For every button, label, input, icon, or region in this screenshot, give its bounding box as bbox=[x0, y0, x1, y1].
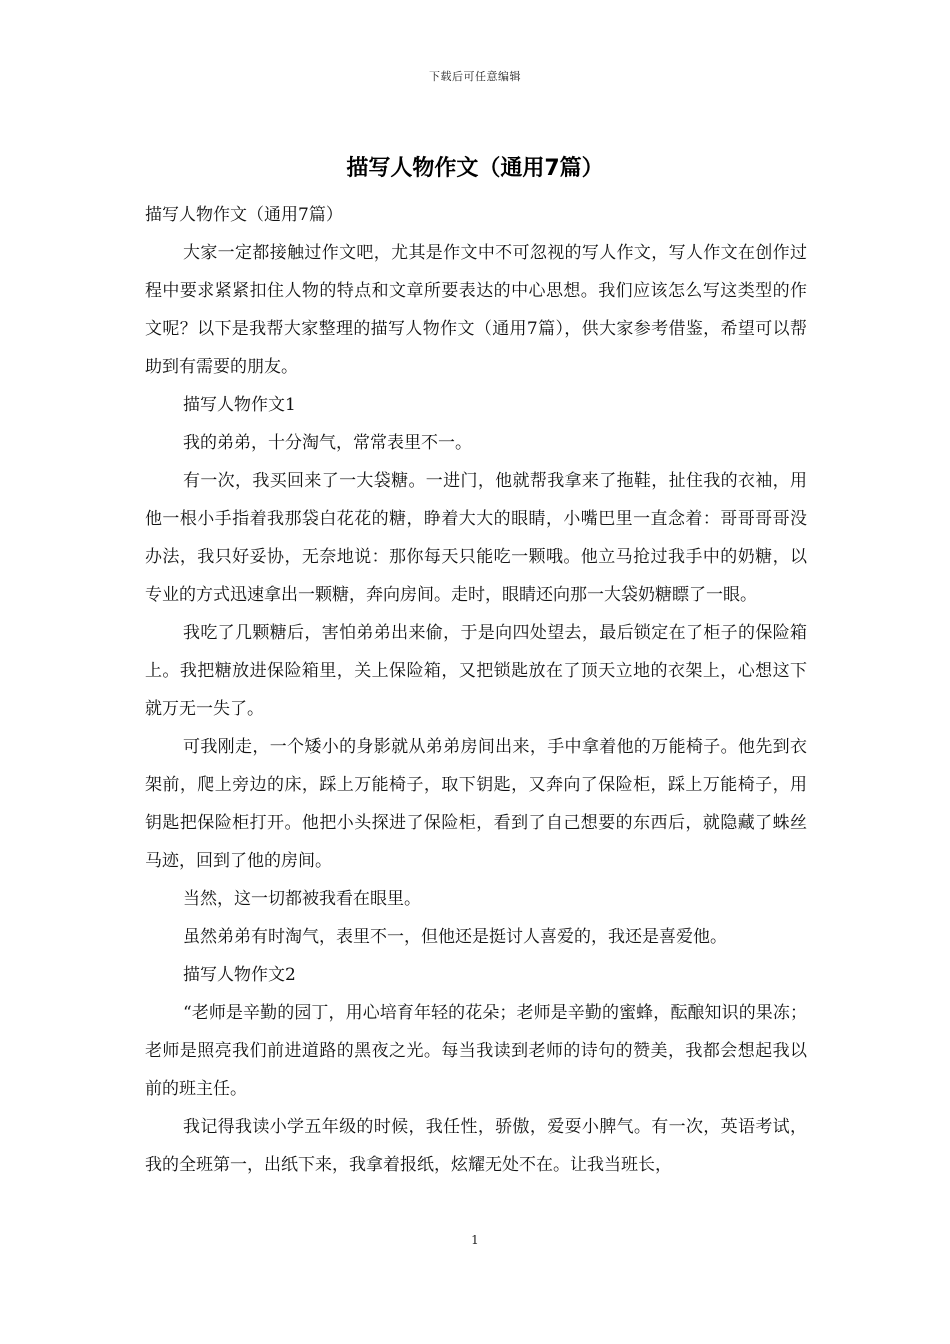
paragraph: 大家一定都接触过作文吧，尤其是作文中不可忽视的写人作文，写人作文在创作过程中要求紧紧扣住人物的特点和文章所要表达的中心思想。我们应该怎么写这类型的作文呢？以下是我帮大家整理的描写人物作文（通用7篇），供大家参考借鉴，希望可以帮助到有需要的朋友。 bbox=[145, 243, 807, 377]
paragraph: 当然，这一切都被我看在眼里。 bbox=[183, 889, 421, 909]
paragraph: 虽然弟弟有时淘气，表里不一，但他还是挺讨人喜爱的，我还是喜爱他。 bbox=[183, 927, 727, 947]
paragraph: 描写人物作文2 bbox=[183, 965, 296, 985]
paragraph: 描写人物作文1 bbox=[183, 395, 296, 415]
document-title: 描写人物作文（通用7篇） bbox=[346, 156, 604, 181]
paragraph: 我的弟弟，十分淘气，常常表里不一。 bbox=[183, 433, 472, 453]
document-body bbox=[145, 196, 807, 1184]
paragraph: 描写人物作文（通用7篇） bbox=[145, 205, 343, 225]
paragraph: “老师是辛勤的园丁，用心培育年轻的花朵；老师是辛勤的蜜蜂，酝酿知识的果冻；老师是照亮我们前进道路的黑夜之光。每当我读到老师的诗句的赞美，我都会想起我以前的班主任。 bbox=[145, 1003, 807, 1099]
paragraph: 我记得我读小学五年级的时候，我任性，骄傲，爱耍小脾气。有一次，英语考试，我的全班第一，出纸下来，我拿着报纸，炫耀无处不在。让我当班长， bbox=[145, 1117, 807, 1175]
paragraph: 我吃了几颗糖后，害怕弟弟出来偷，于是向四处望去，最后锁定在了柜子的保险箱上。我把糖放进保险箱里，关上保险箱，又把锁匙放在了顶天立地的衣架上，心想这下就万无一失了。 bbox=[145, 623, 807, 719]
page-header-note: 下载后可任意编辑 bbox=[429, 70, 521, 83]
page-number: 1 bbox=[471, 1233, 479, 1247]
paragraph: 有一次，我买回来了一大袋糖。一进门，他就帮我拿来了拖鞋，扯住我的衣袖，用他一根小手指着我那袋白花花的糖，睁着大大的眼睛，小嘴巴里一直念着：哥哥哥哥没办法，我只好妥协，无奈地说：那你每天只能吃一颗哦。他立马抢过我手中的奶糖，以专业的方式迅速拿出一颗糖，奔向房间。走时，眼睛还向那一大袋奶糖瞟了一眼。 bbox=[145, 471, 807, 605]
paragraph: 可我刚走，一个矮小的身影就从弟弟房间出来，手中拿着他的万能椅子。他先到衣架前，爬上旁边的床，踩上万能椅子，取下钥匙，又奔向了保险柜，踩上万能椅子，用钥匙把保险柜打开。他把小头探进了保险柜，看到了自己想要的东西后，就隐藏了蛛丝马迹，回到了他的房间。 bbox=[145, 737, 807, 871]
